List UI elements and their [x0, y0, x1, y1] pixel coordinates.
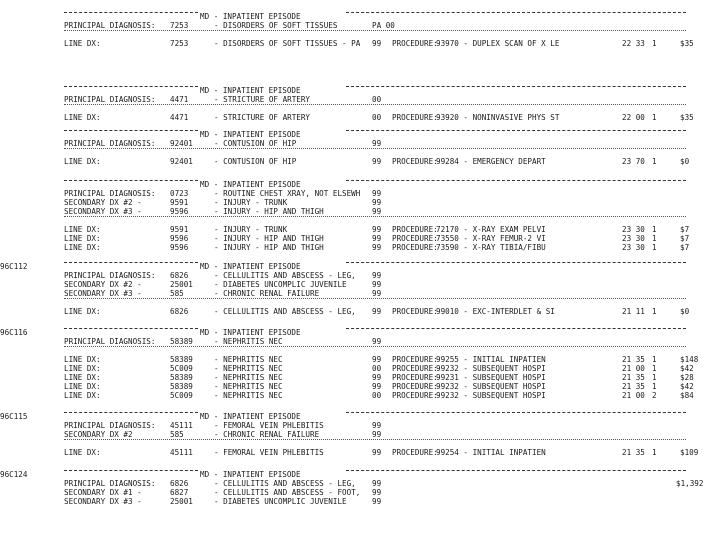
procedure-label: PROCEDURE: [392, 382, 438, 391]
episode-header: MD - INPATIENT EPISODE [200, 470, 301, 479]
diagnosis-description: - CELLULITIS AND ABSCESS - LEG, [214, 479, 356, 488]
episode-header-line [0, 328, 720, 337]
line-separator [0, 104, 720, 113]
line-item-row [0, 234, 720, 243]
procedure-units: 21 35 [622, 373, 645, 382]
procedure-qty: 1 [652, 364, 657, 373]
procedure-label: PROCEDURE: [392, 391, 438, 400]
diagnosis-modifier: PA 00 [372, 21, 395, 30]
episode-header: MD - INPATIENT EPISODE [200, 180, 301, 189]
line-dx-description: - DISORDERS OF SOFT TISSUES - PA [214, 39, 361, 48]
line-dx-label: LINE DX: [64, 391, 101, 400]
procedure-qty: 1 [652, 39, 657, 48]
line-dx-description: - FEMORAL VEIN PHLEBITIS [214, 448, 324, 457]
episode-header: MD - INPATIENT EPISODE [200, 262, 301, 271]
diagnosis-row [0, 488, 720, 497]
line-dx-label: LINE DX: [64, 113, 101, 122]
diagnosis-row [0, 337, 720, 346]
procedure-qty: 1 [652, 373, 657, 382]
header-left-rule [64, 12, 198, 13]
diagnosis-code: 6827 [170, 488, 189, 497]
episode-header-line [0, 86, 720, 95]
procedure-qty: 1 [652, 225, 657, 234]
line-dx-label: LINE DX: [64, 382, 101, 391]
diagnosis-description: - DIABETES UNCOMPLIC JUVENILE [214, 280, 347, 289]
diagnosis-code: 9591 [170, 198, 189, 207]
diagnosis-description: - INJURY - TRUNK [214, 198, 288, 207]
diagnosis-row [0, 95, 720, 104]
diagnosis-label: PRINCIPAL DIAGNOSIS: [64, 95, 156, 104]
line-item-row [0, 157, 720, 166]
line-dx-code: 6826 [170, 307, 189, 316]
diagnosis-description: - CELLULITIS AND ABSCESS - LEG, [214, 271, 356, 280]
line-separator [0, 30, 720, 39]
procedure-units: 22 33 [622, 39, 645, 48]
procedure-code: 99010 - EXC-INTERDLET & SI [436, 307, 555, 316]
line-dx-modifier: 00 [372, 113, 382, 122]
line-separator [0, 346, 720, 355]
line-dx-description: - CELLULITIS AND ABSCESS - LEG, [214, 307, 356, 316]
procedure-label: PROCEDURE: [392, 243, 438, 252]
procedure-amount: $35 [680, 39, 694, 48]
line-item-row [0, 391, 720, 400]
line-dx-label: LINE DX: [64, 448, 101, 457]
procedure-code: 99232 - SUBSEQUENT HOSPI [436, 391, 546, 400]
line-separator [0, 216, 720, 225]
episode-header-line [0, 412, 720, 421]
procedure-code: 93920 - NONINVASIVE PHYS ST [436, 113, 560, 122]
line-separator [0, 148, 720, 157]
procedure-qty: 1 [652, 113, 657, 122]
line-dx-code: 4471 [170, 113, 189, 122]
line-dx-modifier: 99 [372, 448, 382, 457]
line-dx-code: 9596 [170, 243, 189, 252]
line-dx-label: LINE DX: [64, 364, 101, 373]
line-separator [0, 298, 720, 307]
line-dx-modifier: 99 [372, 39, 382, 48]
procedure-label: PROCEDURE: [392, 39, 438, 48]
procedure-units: 23 30 [622, 225, 645, 234]
header-right-rule [346, 328, 686, 329]
diagnosis-code: 58389 [170, 337, 193, 346]
diagnosis-description: - STRICTURE OF ARTERY [214, 95, 311, 104]
line-dx-code: 5C009 [170, 364, 193, 373]
line-dx-code: 58389 [170, 373, 193, 382]
procedure-qty: 1 [652, 355, 657, 364]
diagnosis-modifier: 99 [372, 289, 382, 298]
diagnosis-modifier: 99 [372, 280, 382, 289]
diagnosis-label: PRINCIPAL DIAGNOSIS: [64, 189, 156, 198]
diagnosis-modifier: 99 [372, 479, 382, 488]
diagnosis-row [0, 497, 720, 506]
procedure-label: PROCEDURE: [392, 307, 438, 316]
header-right-rule [346, 180, 686, 181]
procedure-amount: $35 [680, 113, 694, 122]
diagnosis-modifier: 99 [372, 421, 382, 430]
header-left-rule [64, 180, 198, 181]
diagnosis-code: 585 [170, 289, 184, 298]
header-left-rule [64, 328, 198, 329]
procedure-units: 21 11 [622, 307, 645, 316]
diagnosis-label: PRINCIPAL DIAGNOSIS: [64, 337, 156, 346]
procedure-qty: 1 [652, 234, 657, 243]
line-item-row [0, 307, 720, 316]
line-dx-description: - INJURY - HIP AND THIGH [214, 234, 324, 243]
line-item-row [0, 355, 720, 364]
diagnosis-label: SECONDARY DX #1 - [64, 488, 142, 497]
diagnosis-code: 6826 [170, 271, 189, 280]
procedure-amount: $7 [680, 243, 690, 252]
case-id: 96C116 [0, 328, 28, 337]
procedure-amount: $0 [680, 307, 690, 316]
procedure-code: 99232 - SUBSEQUENT HOSPI [436, 364, 546, 373]
diagnosis-label: SECONDARY DX #3 - [64, 207, 142, 216]
diagnosis-row [0, 189, 720, 198]
separator-rule [64, 439, 686, 440]
procedure-units: 21 35 [622, 382, 645, 391]
procedure-units: 21 00 [622, 391, 645, 400]
diagnosis-modifier: 99 [372, 488, 382, 497]
procedure-code: 73590 - X-RAY TIBIA/FIBU [436, 243, 546, 252]
diagnosis-description: - CONTUSION OF HIP [214, 139, 297, 148]
diagnosis-modifier: 99 [372, 337, 382, 346]
procedure-label: PROCEDURE: [392, 225, 438, 234]
diagnosis-label: SECONDARY DX #2 [64, 430, 133, 439]
line-dx-label: LINE DX: [64, 234, 101, 243]
diagnosis-row [0, 289, 720, 298]
header-right-rule [346, 262, 686, 263]
line-dx-description: - INJURY - HIP AND THIGH [214, 243, 324, 252]
procedure-amount: $42 [680, 364, 694, 373]
separator-rule [64, 104, 686, 105]
line-dx-code: 9596 [170, 234, 189, 243]
line-dx-modifier: 99 [372, 234, 382, 243]
line-dx-label: LINE DX: [64, 157, 101, 166]
line-dx-code: 7253 [170, 39, 189, 48]
episode-header-line [0, 180, 720, 189]
procedure-amount: $42 [680, 382, 694, 391]
procedure-code: 99254 - INITIAL INPATIEN [436, 448, 546, 457]
case-id: 96C112 [0, 262, 28, 271]
separator-rule [64, 298, 686, 299]
episode-header: MD - INPATIENT EPISODE [200, 12, 301, 21]
procedure-qty: 1 [652, 382, 657, 391]
line-dx-description: - NEPHRITIS NEC [214, 364, 283, 373]
procedure-qty: 1 [652, 157, 657, 166]
line-dx-label: LINE DX: [64, 373, 101, 382]
line-dx-modifier: 99 [372, 243, 382, 252]
diagnosis-description: - DIABETES UNCOMPLIC JUVENILE [214, 497, 347, 506]
diagnosis-modifier: 99 [372, 189, 382, 198]
line-dx-modifier: 99 [372, 355, 382, 364]
diagnosis-row [0, 479, 720, 488]
episode-header-line [0, 12, 720, 21]
line-dx-label: LINE DX: [64, 225, 101, 234]
header-right-rule [346, 412, 686, 413]
diagnosis-code: 7253 [170, 21, 189, 30]
separator-rule [64, 148, 686, 149]
diagnosis-description: - NEPHRITIS NEC [214, 337, 283, 346]
episode-header-line [0, 130, 720, 139]
diagnosis-label: PRINCIPAL DIAGNOSIS: [64, 139, 156, 148]
header-right-rule [346, 86, 686, 87]
header-right-rule [346, 12, 686, 13]
procedure-label: PROCEDURE: [392, 113, 438, 122]
line-dx-description: - NEPHRITIS NEC [214, 382, 283, 391]
diagnosis-code: 45111 [170, 421, 193, 430]
line-dx-modifier: 99 [372, 307, 382, 316]
procedure-label: PROCEDURE: [392, 157, 438, 166]
line-dx-label: LINE DX: [64, 39, 101, 48]
procedure-qty: 1 [652, 307, 657, 316]
diagnosis-row [0, 271, 720, 280]
diagnosis-label: PRINCIPAL DIAGNOSIS: [64, 271, 156, 280]
line-dx-description: - CONTUSION OF HIP [214, 157, 297, 166]
line-dx-code: 58389 [170, 355, 193, 364]
line-dx-code: 92401 [170, 157, 193, 166]
diagnosis-code: 25001 [170, 497, 193, 506]
procedure-amount: $7 [680, 225, 690, 234]
header-left-rule [64, 470, 198, 471]
diagnosis-code: 92401 [170, 139, 193, 148]
diagnosis-code: 4471 [170, 95, 189, 104]
procedure-units: 21 35 [622, 448, 645, 457]
diagnosis-code: 9596 [170, 207, 189, 216]
diagnosis-modifier: 99 [372, 497, 382, 506]
case-id: 96C115 [0, 412, 28, 421]
procedure-code: 99284 - EMERGENCY DEPART [436, 157, 546, 166]
episode-header: MD - INPATIENT EPISODE [200, 412, 301, 421]
procedure-label: PROCEDURE: [392, 364, 438, 373]
diagnosis-label: SECONDARY DX #2 - [64, 280, 142, 289]
procedure-code: 99232 - SUBSEQUENT HOSPI [436, 382, 546, 391]
episode-header: MD - INPATIENT EPISODE [200, 130, 301, 139]
header-amount: $1,392 [676, 479, 704, 488]
case-id: 96C124 [0, 470, 28, 479]
procedure-label: PROCEDURE: [392, 355, 438, 364]
separator-rule [64, 346, 686, 347]
line-dx-description: - NEPHRITIS NEC [214, 391, 283, 400]
procedure-amount: $7 [680, 234, 690, 243]
line-dx-code: 45111 [170, 448, 193, 457]
episode-header-line [0, 262, 720, 271]
procedure-amount: $84 [680, 391, 694, 400]
diagnosis-description: - FEMORAL VEIN PHLEBITIS [214, 421, 324, 430]
procedure-units: 23 70 [622, 157, 645, 166]
diagnosis-modifier: 00 [372, 95, 382, 104]
diagnosis-row [0, 207, 720, 216]
procedure-amount: $28 [680, 373, 694, 382]
line-dx-description: - STRICTURE OF ARTERY [214, 113, 311, 122]
line-dx-modifier: 99 [372, 225, 382, 234]
diagnosis-description: - CHRONIC RENAL FAILURE [214, 430, 320, 439]
episode-header: MD - INPATIENT EPISODE [200, 328, 301, 337]
line-dx-description: - NEPHRITIS NEC [214, 355, 283, 364]
procedure-units: 23 30 [622, 243, 645, 252]
diagnosis-description: - CELLULITIS AND ABSCESS - FOOT, [214, 488, 361, 497]
line-dx-label: LINE DX: [64, 307, 101, 316]
line-dx-modifier: 99 [372, 373, 382, 382]
line-item-row [0, 448, 720, 457]
procedure-code: 99231 - SUBSEQUENT HOSPI [436, 373, 546, 382]
line-dx-description: - INJURY - TRUNK [214, 225, 288, 234]
procedure-label: PROCEDURE: [392, 234, 438, 243]
header-right-rule [346, 130, 686, 131]
line-item-row [0, 373, 720, 382]
header-right-rule [346, 470, 686, 471]
procedure-amount: $0 [680, 157, 690, 166]
header-left-rule [64, 262, 198, 263]
procedure-code: 93970 - DUPLEX SCAN OF X LE [436, 39, 560, 48]
procedure-amount: $148 [680, 355, 699, 364]
diagnosis-row [0, 198, 720, 207]
procedure-qty: 2 [652, 391, 657, 400]
line-item-row [0, 113, 720, 122]
line-separator [0, 439, 720, 448]
diagnosis-modifier: 99 [372, 139, 382, 148]
diagnosis-modifier: 99 [372, 198, 382, 207]
diagnosis-modifier: 99 [372, 207, 382, 216]
separator-rule [64, 30, 686, 31]
header-left-rule [64, 412, 198, 413]
line-dx-code: 5C009 [170, 391, 193, 400]
diagnosis-label: PRINCIPAL DIAGNOSIS: [64, 479, 156, 488]
episode-header: MD - INPATIENT EPISODE [200, 86, 301, 95]
diagnosis-code: 585 [170, 430, 184, 439]
procedure-code: 99255 - INITIAL INPATIEN [436, 355, 546, 364]
line-item-row [0, 364, 720, 373]
line-item-row [0, 39, 720, 48]
line-dx-modifier: 00 [372, 364, 382, 373]
diagnosis-description: - DISORDERS OF SOFT TISSUES [214, 21, 338, 30]
diagnosis-label: SECONDARY DX #2 - [64, 198, 142, 207]
procedure-units: 21 00 [622, 364, 645, 373]
diagnosis-row [0, 421, 720, 430]
procedure-qty: 1 [652, 448, 657, 457]
diagnosis-code: 6826 [170, 479, 189, 488]
diagnosis-description: - CHRONIC RENAL FAILURE [214, 289, 320, 298]
diagnosis-modifier: 99 [372, 430, 382, 439]
line-dx-modifier: 00 [372, 391, 382, 400]
diagnosis-label: SECONDARY DX #3 - [64, 497, 142, 506]
procedure-qty: 1 [652, 243, 657, 252]
line-item-row [0, 243, 720, 252]
line-dx-modifier: 99 [372, 157, 382, 166]
procedure-amount: $109 [680, 448, 699, 457]
diagnosis-row [0, 280, 720, 289]
diagnosis-label: PRINCIPAL DIAGNOSIS: [64, 21, 156, 30]
line-dx-label: LINE DX: [64, 355, 101, 364]
procedure-units: 22 00 [622, 113, 645, 122]
procedure-units: 23 30 [622, 234, 645, 243]
diagnosis-modifier: 99 [372, 271, 382, 280]
line-item-row [0, 225, 720, 234]
procedure-label: PROCEDURE: [392, 373, 438, 382]
procedure-code: 73550 - X-RAY FEMUR-2 VI [436, 234, 546, 243]
diagnosis-row [0, 21, 720, 30]
line-dx-modifier: 99 [372, 382, 382, 391]
diagnosis-label: PRINCIPAL DIAGNOSIS: [64, 421, 156, 430]
procedure-units: 21 35 [622, 355, 645, 364]
line-dx-code: 9591 [170, 225, 189, 234]
procedure-label: PROCEDURE: [392, 448, 438, 457]
line-dx-code: 58389 [170, 382, 193, 391]
diagnosis-code: 25001 [170, 280, 193, 289]
diagnosis-label: SECONDARY DX #3 - [64, 289, 142, 298]
separator-rule [64, 216, 686, 217]
line-dx-description: - NEPHRITIS NEC [214, 373, 283, 382]
line-item-row [0, 382, 720, 391]
header-left-rule [64, 130, 198, 131]
diagnosis-description: - ROUTINE CHEST XRAY, NOT ELSEWH [214, 189, 361, 198]
procedure-code: 72170 - X-RAY EXAM PELVI [436, 225, 546, 234]
line-dx-label: LINE DX: [64, 243, 101, 252]
diagnosis-row [0, 139, 720, 148]
diagnosis-code: 0723 [170, 189, 189, 198]
header-left-rule [64, 86, 198, 87]
diagnosis-row [0, 430, 720, 439]
diagnosis-description: - INJURY - HIP AND THIGH [214, 207, 324, 216]
